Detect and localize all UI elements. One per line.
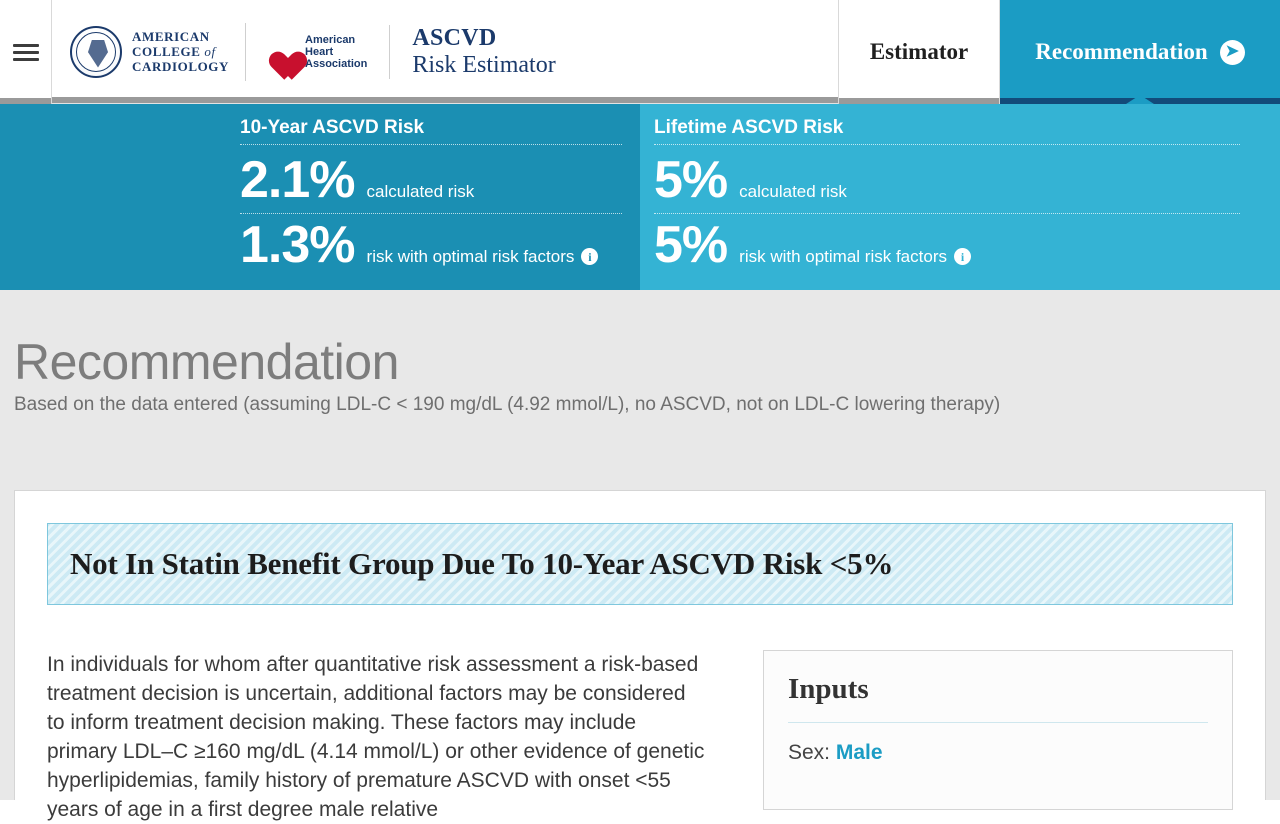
acc-seal-icon: [70, 26, 122, 78]
ten-year-optimal-label: risk with optimal risk factors: [366, 246, 575, 266]
aha-logo: [262, 34, 367, 70]
hamburger-icon: [13, 40, 39, 65]
input-row-sex: [788, 741, 1208, 765]
tab-recommendation[interactable]: [1000, 0, 1280, 104]
ten-year-calculated-row: [240, 149, 622, 214]
info-icon[interactable]: i: [954, 248, 971, 265]
acc-of-word: of: [204, 44, 216, 59]
lifetime-calculated-value: 5%: [654, 150, 728, 209]
lifetime-optimal-value: 5%: [654, 215, 728, 274]
heart-icon: [262, 36, 298, 68]
lifetime-calculated-row: [654, 149, 1240, 214]
recommendation-content: [33, 650, 1247, 824]
aha-line-3: Association: [305, 57, 368, 70]
page-title: Recommendation: [14, 334, 399, 390]
lifetime-risk-heading: Lifetime ASCVD Risk: [654, 117, 1240, 145]
input-label-sex: Sex:: [788, 741, 831, 764]
page-subtitle: Based on the data entered (assuming LDL-C < 190 mg/dL (4.92 mmol/L), no ASCVD, not on LDL-C lowering therapy): [14, 394, 1001, 415]
aha-logo-text: [305, 34, 367, 70]
inputs-panel-title: Inputs: [788, 673, 1208, 723]
ten-year-optimal-row: [240, 214, 622, 278]
acc-line-2: COLLEGE of: [132, 44, 216, 59]
lifetime-risk-panel: [640, 104, 1280, 290]
tab-estimator[interactable]: [838, 0, 1000, 104]
ten-year-optimal-value: 1.3%: [240, 215, 355, 274]
ten-year-risk-heading: 10-Year ASCVD Risk: [240, 117, 622, 145]
ten-year-optimal-label-group: [367, 247, 599, 267]
aha-line-2: Heart: [305, 45, 334, 58]
aha-line-1: American: [305, 33, 356, 46]
arrow-right-circle-icon: ➤: [1220, 40, 1245, 65]
risk-summary-band: [0, 104, 1280, 290]
lifetime-optimal-label: risk with optimal risk factors: [739, 246, 947, 266]
acc-line-3: CARDIOLOGY: [132, 59, 230, 74]
inputs-sidebar: [763, 650, 1233, 824]
ten-year-calculated-value: 2.1%: [240, 150, 355, 209]
lifetime-optimal-row: [654, 214, 1240, 278]
app-title-line-2: Risk Estimator: [412, 51, 556, 78]
tab-active-caret: [1126, 95, 1154, 104]
input-value-sex: Male: [835, 741, 883, 764]
top-navigation-bar: [0, 0, 1280, 104]
acc-line-1: AMERICAN: [132, 29, 210, 44]
logo-divider: [245, 23, 246, 81]
statin-benefit-banner-text: Not In Statin Benefit Group Due To 10-Year ASCVD Risk <5%: [70, 546, 894, 581]
hamburger-menu-button[interactable]: [0, 0, 52, 104]
tab-recommendation-label: Recommendation: [1035, 39, 1208, 64]
app-title-line-1: ASCVD: [412, 24, 497, 51]
info-icon[interactable]: i: [581, 248, 598, 265]
inputs-panel: [763, 650, 1233, 810]
app-title: [389, 25, 555, 79]
recommendation-page: [0, 290, 1280, 821]
acc-logo: [70, 26, 229, 78]
ten-year-risk-panel: [0, 104, 640, 290]
statin-benefit-banner: [47, 523, 1233, 605]
ten-year-calculated-label: calculated risk: [366, 181, 475, 201]
page-header: [0, 290, 1280, 416]
tab-estimator-label: Estimator: [869, 39, 969, 64]
lifetime-calculated-label: calculated risk: [739, 181, 847, 201]
recommendation-body-text: In individuals for whom after quantitative risk assessment a risk-based treatment decision is uncertain, additional factors may be considered to inform treatment decision making. These factors may include primary LDL–C ≥160 mg/dL (4.14 mmol/L) or other evidence of genetic hyperlipidemias, family history of premature ASCVD with onset <55 years of age in a first degree male relative: [47, 653, 705, 821]
brand-logo-area: [52, 0, 838, 104]
lifetime-optimal-label-group: [739, 247, 971, 267]
acc-logo-text: [132, 29, 229, 74]
recommendation-card: [14, 490, 1266, 821]
